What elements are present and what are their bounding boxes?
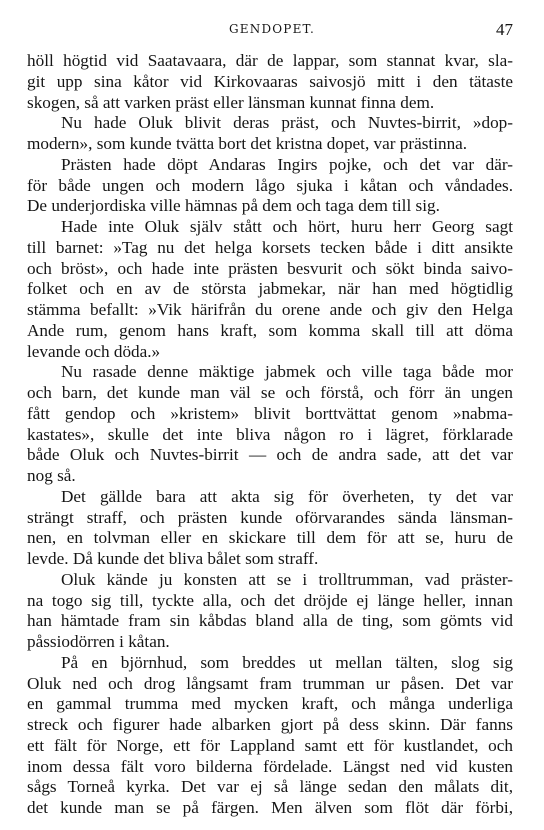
text-line: På en björnhud, som breddes ut mellan tälten, slog sig: [61, 652, 513, 672]
text-line: både Oluk och Nuvtes-birrit — och de andra sade, att det var: [27, 445, 513, 465]
text-line: levde. Då kunde det bliva bålet som straff.: [27, 549, 319, 568]
text-line: levande och döda.»: [27, 341, 161, 361]
text-line: han hämtade fram sin kåbdas bland alla de ting, som gömts vid: [27, 611, 513, 631]
running-title: GENDOPET.: [229, 22, 315, 36]
text-line: och bröst», och hade inte prästen besvurit och sökt binda saivo-: [27, 258, 513, 278]
text-line: skogen, så att varken präst eller länsman kunnat finna dem.: [27, 92, 435, 112]
text-line: ett fält för Norge, ett för Lappland samt ett för kustlandet, och: [27, 735, 513, 755]
page-number: 47: [496, 20, 513, 39]
text-line: streck och figurer hade albarken gjort på dess skinn. Där fanns: [27, 715, 513, 734]
text-line: till barnet: »Tag nu det helga korsets tecken både i ditt ansikte: [27, 237, 513, 257]
body-text: [27, 51, 513, 819]
text-line: inom dessa fält voro bilderna fördelade. Längst ned vid kusten: [27, 756, 513, 776]
text-line: modern», som kunde tvätta bort det kristna dopet, var prästinna.: [27, 134, 468, 153]
text-line: Ande rum, genom hans kraft, som komma skall till att döma: [27, 320, 513, 340]
text-line: kastates», skulle det inte bliva någon ro i lägret, förklarade: [27, 424, 513, 444]
text-line: för både ungen och modern lågo sjuka i kåtan och våndades.: [27, 175, 513, 195]
text-line: strängt straff, och prästen kunde oförvarandes sända länsman-: [27, 507, 513, 527]
text-line: nen, en tolvman eller en skickare till dem för att se, huru de: [27, 528, 513, 548]
text-line: höll högtid vid Saatavaara, där de lappar, som stannat kvar, sla-: [27, 51, 513, 70]
text-line: och barn, det kunde man väl se och förstå, och förr än ungen: [27, 383, 513, 402]
text-line: en gammal trumma med mycken kraft, och många underliga: [27, 694, 513, 714]
running-head: [0, 20, 544, 42]
text-line: Oluk ned och drog långsamt fram trumman ur påsen. Det var: [27, 673, 513, 693]
text-line: Prästen hade döpt Andaras Ingirs pojke, och det var där-: [61, 154, 513, 174]
text-line: det kunde man se på färgen. Men älven som flöt där förbi,: [27, 798, 513, 817]
text-line: fått gendop och »kristem» blivit borttvättat genom »nabma-: [27, 403, 513, 423]
text-line: git upp sina kåtor vid Kirkovaaras saivosjö mitt i den tätaste: [27, 71, 513, 91]
text-line: De underjordiska ville hämnas på dem och taga dem till sig.: [27, 196, 440, 216]
text-line: na togo sig till, tyckte alla, och det dröjde ej länge heller, innan: [27, 590, 513, 610]
text-line: Oluk kände ju konsten att se i trolltrumman, vad präster-: [61, 569, 513, 589]
text-line: Nu rasade denne mäktige jabmek och ville taga både mor: [61, 362, 513, 382]
text-line: Det gällde bara att akta sig för överheten, ty det var: [61, 486, 513, 506]
text-line: stämma befallt: »Vik härifrån du orene ande och giv den Helga: [27, 300, 513, 319]
text-line: sågs Torneå kyrka. Det var ej så länge sedan den målats dit,: [27, 777, 513, 797]
text-line: Hade inte Oluk själv stått och hört, huru herr Georg sagt: [61, 217, 513, 236]
text-line: folket och en av de största jabmekar, när han med högtidlig: [27, 279, 513, 299]
text-line: nog så.: [27, 466, 76, 485]
text-line: Nu hade Oluk blivit deras präst, och Nuvtes-birrit, »dop-: [61, 113, 513, 133]
text-line: påssiodörren i kåtan.: [27, 632, 170, 651]
